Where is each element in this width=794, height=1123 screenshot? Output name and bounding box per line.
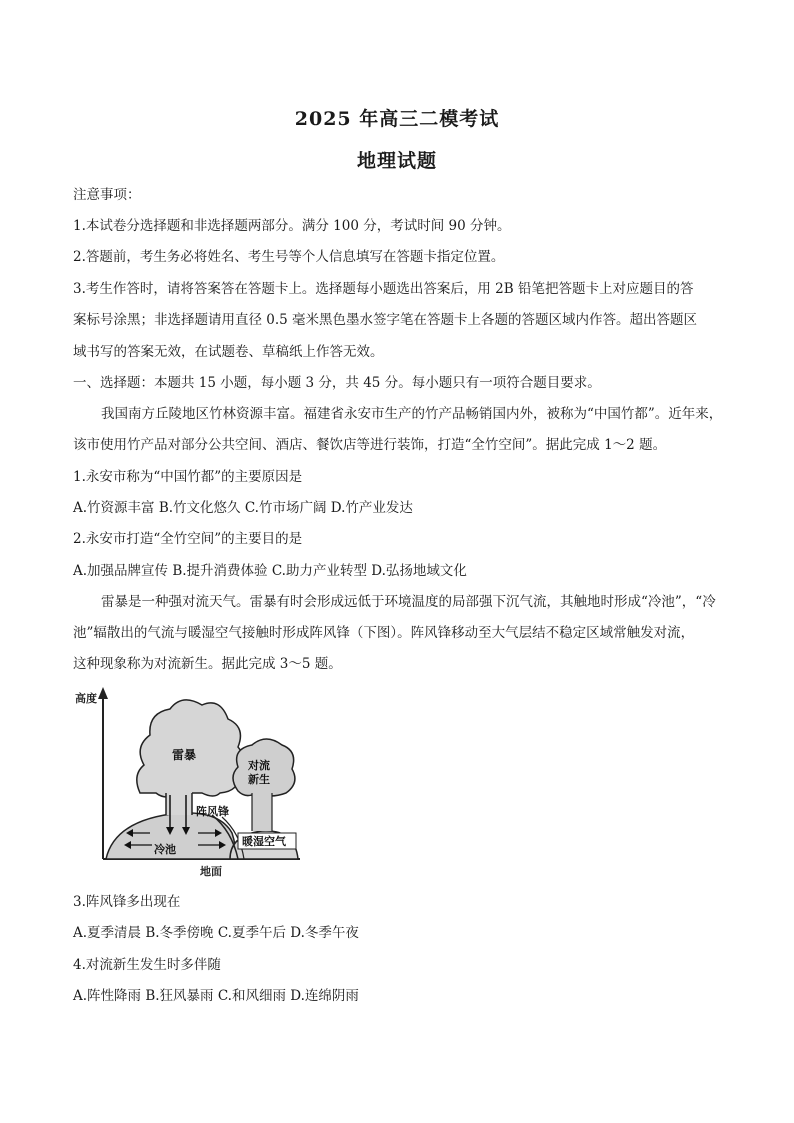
y-axis-label: 高度 [75, 692, 97, 705]
question-2-options: A.加强品牌宣传 B.提升消费体验 C.助力产业转型 D.弘扬地域文化 [73, 563, 467, 579]
y-axis-arrow [98, 687, 108, 699]
passage-1-line-2: 该市使用竹产品对部分公共空间、酒店、餐饮店等进行装饰，打造“全竹空间”。据此完成 1～2 题。 [73, 437, 667, 453]
page-subtitle: 地理试题 [356, 150, 437, 172]
storm-label: 雷暴 [172, 748, 197, 762]
question-2-stem: 2.永安市打造“全竹空间”的主要目的是 [73, 531, 303, 547]
passage-2-line-3: 这种现象称为对流新生。据此完成 3～5 题。 [73, 656, 342, 672]
question-1-stem: 1.永安市称为“中国竹都”的主要原因是 [73, 469, 303, 485]
new-convection-column [252, 791, 272, 831]
notice-item-1: 1.本试卷分选择题和非选择题两部分。满分 100 分，考试时间 90 分钟。 [73, 218, 511, 234]
passage-2-line-1: 雷暴是一种强对流天气。雷暴有时会形成远低于环境温度的局部强下沉气流，其触地时形成“冷池”，“冷 [101, 594, 716, 610]
notice-heading: 注意事项： [73, 187, 141, 203]
notice-item-3-line-1: 3.考生作答时，请将答案答在答题卡上。选择题每小题选出答案后，用 2B 铅笔把答题卡上对应题目的答 [73, 281, 694, 297]
notice-item-2: 2.答题前，考生务必将姓名、考生号等个人信息填写在答题卡指定位置。 [73, 249, 505, 265]
gust-front-diagram [70, 683, 315, 883]
question-4-stem: 4.对流新生发生时多伴随 [73, 957, 221, 973]
notice-item-3-line-3: 域书写的答案无效，在试题卷、草稿纸上作答无效。 [73, 344, 384, 360]
question-4-options: A.阵性降雨 B.狂风暴雨 C.和风细雨 D.连绵阴雨 [73, 988, 359, 1004]
warm-air-label: 暖湿空气 [242, 835, 286, 848]
page-title: 2025 年高三二模考试 [294, 108, 500, 130]
question-3-stem: 3.阵风锋多出现在 [73, 894, 181, 910]
gust-front-label: 阵风锋 [196, 805, 229, 818]
cold-pool-label: 冷池 [154, 843, 176, 856]
passage-2-line-2: 池”辐散出的气流与暖湿空气接触时形成阵风锋（下图）。阵风锋移动至大气层结不稳定区域常触发对流， [73, 625, 695, 641]
section-heading: 一、选择题：本题共 15 小题，每小题 3 分，共 45 分。每小题只有一项符合题目要求。 [73, 375, 601, 391]
question-1-options: A.竹资源丰富 B.竹文化悠久 C.竹市场广阔 D.竹产业发达 [73, 500, 413, 516]
notice-item-3-line-2: 案标号涂黑；非选择题请用直径 0.5 毫米黑色墨水签字笔在答题卡上各题的答题区域内作答。超出答题区 [73, 312, 698, 328]
x-axis-label: 地面 [200, 865, 222, 878]
new-convection-label-line-2: 新生 [248, 773, 270, 786]
new-convection-label-line-1: 对流 [248, 759, 270, 772]
question-3-options: A.夏季清晨 B.冬季傍晚 C.夏季午后 D.冬季午夜 [73, 925, 359, 941]
passage-1-line-1: 我国南方丘陵地区竹林资源丰富。福建省永安市生产的竹产品畅销国内外，被称为“中国竹都”。近年来， [101, 406, 723, 422]
